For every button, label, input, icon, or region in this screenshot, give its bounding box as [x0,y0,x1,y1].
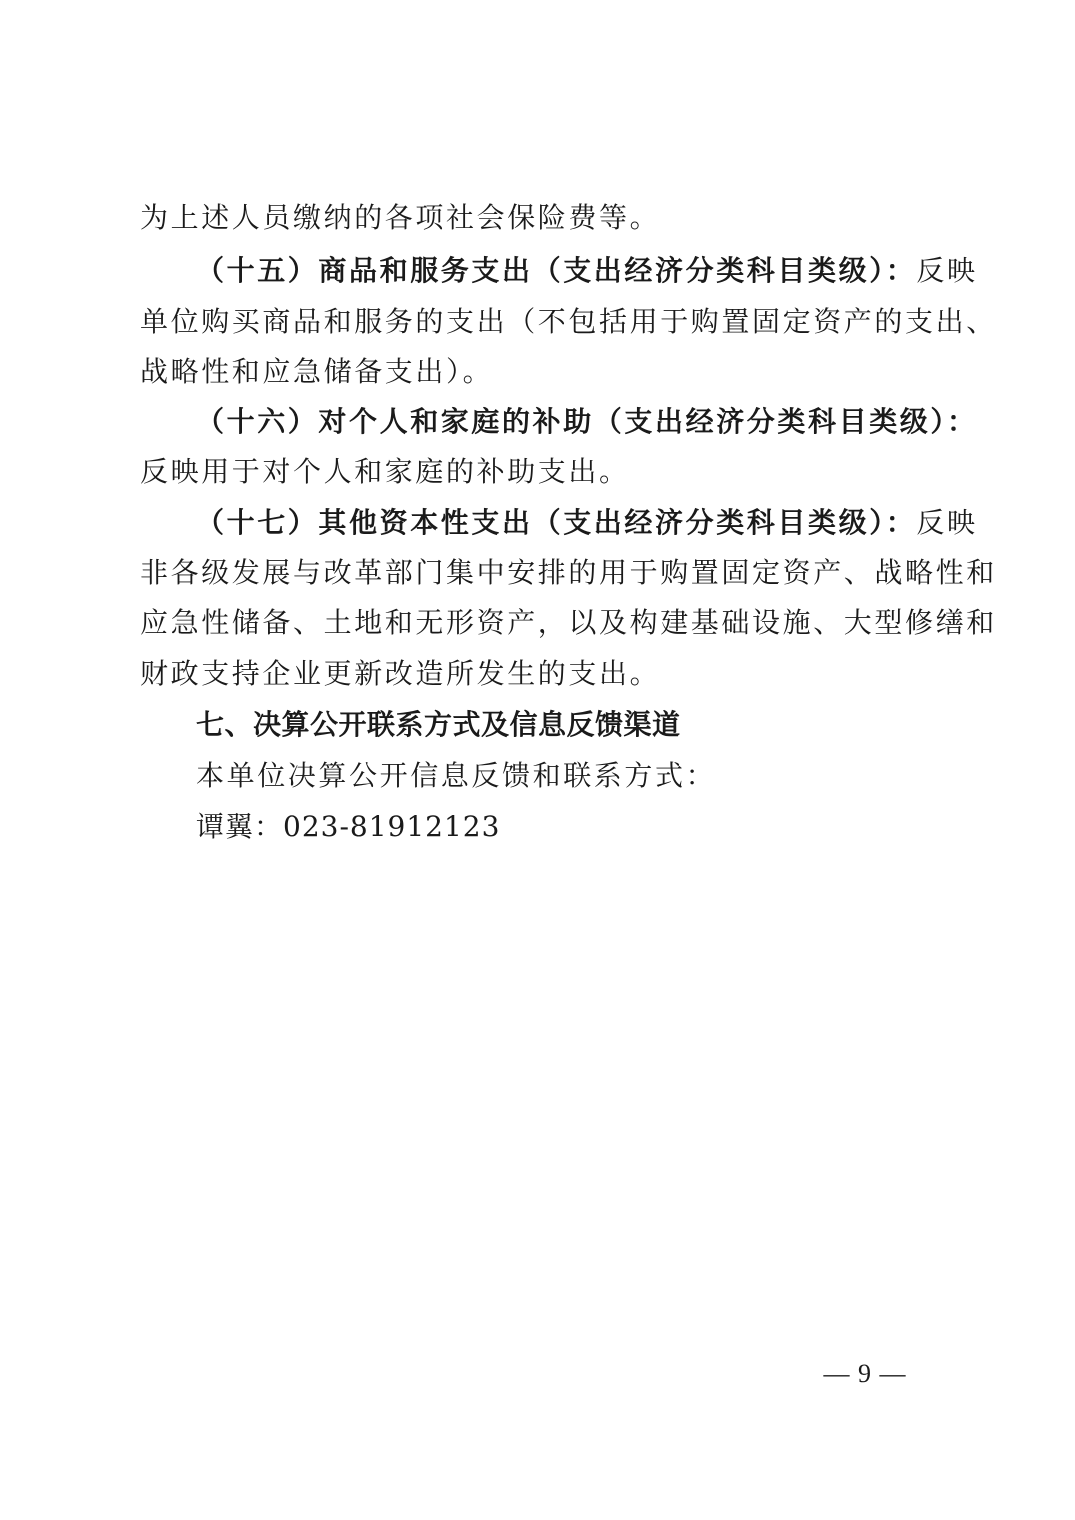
paragraph-15-line-3: 战略性和应急储备支出）。 [140,355,494,388]
paragraph-15-line-1 [196,251,996,291]
paragraph-15-head: （十五）商品和服务支出（支出经济分类科目类级）： [196,254,917,287]
paragraph-17-head: （十七）其他资本性支出（支出经济分类科目类级）： [196,506,917,539]
paragraph-17-line-3: 应急性储备、土地和无形资产，以及构建基础设施、大型修缮和 [140,606,997,639]
paragraph-17-line-4: 财政支持企业更新改造所发生的支出。 [140,657,661,690]
contact-line: 谭翼：023-81912123 [196,810,501,843]
paragraph-14-tail: 为上述人员缴纳的各项社会保险费等。 [140,201,661,234]
paragraph-17-line-1 [196,503,996,543]
paragraph-16-head: （十六）对个人和家庭的补助（支出经济分类科目类级）： [196,405,978,438]
paragraph-17-line-1-rest: 反映 [916,506,978,539]
page-number: — 9 — [823,1359,907,1388]
section-7-intro: 本单位决算公开信息反馈和联系方式： [196,759,717,792]
paragraph-16-line-1 [196,402,996,442]
paragraph-17-line-2: 非各级发展与改革部门集中安排的用于购置固定资产、战略性和 [140,556,997,589]
section-7-heading: 七、决算公开联系方式及信息反馈渠道 [196,708,681,741]
paragraph-16-line-2: 反映用于对个人和家庭的补助支出。 [140,455,630,488]
paragraph-15-line-1-rest: 反映 [916,254,978,287]
paragraph-15-line-2: 单位购买商品和服务的支出（不包括用于购置固定资产的支出、 [140,305,997,338]
